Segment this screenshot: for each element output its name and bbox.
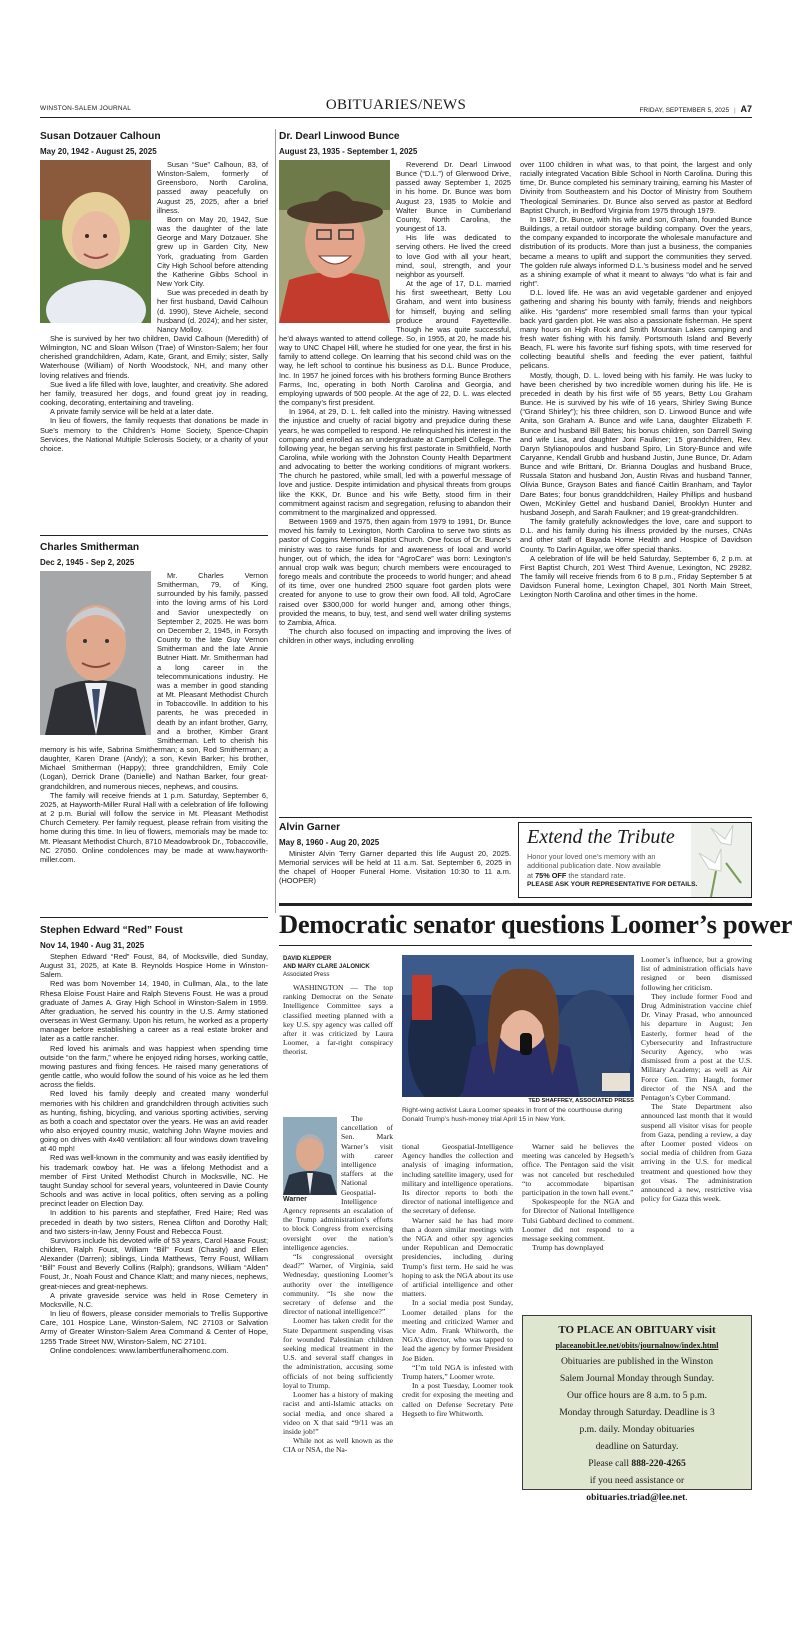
obit-garner-body <box>279 849 511 886</box>
smitherman-para: Mr. Charles Vernon Smitherman, 79, of King, surrounded by his family, passed into the loving arms of his Lord and Savior unexpectedly on September 2, 2025. He was born on December 2, 1945, in Forsyth County to the late Guy Vernon Smitherman and the late Annie Butner Hiatt. Mr. Smitherman had a long career in the telecommunications industry. He was a member in good standing at Mt. Pleasant Methodist Church in Tobaccoville. In addition to his parents, he was preceded in death by an infant brother, Garry, and a brother, Kimber Grant Smitherman. Left to cherish his memory is his wife, Sabrina Smitherman; a son, Rod Smitherman; a daughter, Karen Drane (Andy); a son, Kevin Barker; his brother, Michael Smitherman (Happy); three grandchildren, Emily Cole (Logan), Derrick Drane (Danielle) and Nathan Barker, four great-grandchildren, and numerous nieces, nephews, and cousins. <box>40 571 268 791</box>
bunce-para: In 1987, Dr. Bunce, with his wife and son, Graham, founded Bunce Buildings, a retail outdoor storage building company. Over the years, the company expanded to incorporate the wholesale manufacture and distribution of its products. More than just a business, the companies became a means to uplift and support the communities they served. The golden rule always informed D.L.’s business model and he served as a shining example of what it meant to always “do what is fair and right”. <box>520 214 752 289</box>
obit-separator <box>279 817 752 818</box>
story-para: The State Department also announced last month that it would suspend all visitor visas for people from Gaza, pending a review, a day after Loomer posted videos on social media of children from Gaza arriving in the U.S. for medical treatment and questioned how they got visas. The administration announced a new, restrictive visa policy for Gaza this week. <box>641 1102 752 1204</box>
byline-agency: Associated Press <box>283 972 330 978</box>
story-para: Loomer’s influence, but a growing list of administration officials have resigned or been dismissed following her criticism. <box>641 955 752 992</box>
obit-calhoun-dates: May 20, 1942 - August 25, 2025 <box>40 147 157 156</box>
tribute-line3 <box>527 871 697 880</box>
tribute-line2: additional publication date. Now available <box>527 861 661 871</box>
story-photo <box>402 955 634 1097</box>
story-para: “I’m told NGA is infested with Trump haters,” Loomer wrote. <box>402 1362 513 1382</box>
story-para: In a post Tuesday, Loomer took credit for exposing the meeting and called on Defense Secretary Pete Hegseth to fire Whitworth. <box>402 1381 513 1418</box>
story-para: The cancellation of Sen. Mark Warner’s visit with career intelligence staffers at the National Geospatial-Intelligence Agency represents an escalation of the Trump administration’s efforts to block Congress from exercising oversight over the nation’s intelligence agencies. <box>283 1114 393 1252</box>
calhoun-para: She is survived by her two children, David Calhoun (Meredith) of Wilmington, NC and Sloan Wilson (Trae) of Winston-Salem; her four cherished grandchildren, Adam, Kate, Grant, and Emily; sister, Sally Waterhouse (William) of North Woodstock, NH, and many other loving relatives and friends. <box>40 333 268 380</box>
foust-para: Red was well-known in the community and was easily identified by his trademark cowboy hat. He was a lifelong Methodist and a member of First United Methodist Church in Mocksville, NC. He taught Sunday school for several years, volunteered in Davie County Schools and was active in local politics, often serving as a polling precinct leader on Election Day. <box>40 1153 268 1209</box>
masthead-paper: WINSTON-SALEM JOURNAL <box>40 105 132 112</box>
obit-foust <box>40 925 268 1355</box>
bunce-para: over 1100 children in what was, to that point, the largest and only racially integrated Vacation Bible School in North Carolina. During this time, Dr. Bunce completed his seminary training, earning his Master of Divinity from Southeastern and his Doctor of Ministry from Southern Theological Seminaries. Dr. Bunce also served as pastor at Bedford Baptist Church, in Bedford Virginia from 1975 through 1979. <box>520 160 752 215</box>
story-head-rule <box>279 945 752 946</box>
bunce-para: His life was dedicated to serving others. He lived the creed to love God with all your heart, mind, soul, strength, and your neighbor as yourself. <box>396 233 511 279</box>
column-divider <box>275 129 276 913</box>
foust-para: In addition to his parents and stepfather, Fred Haire; Red was preceded in death by two sisters, Renea Clifton and Dorothy Hall; and two sisters-in-law, Jenny Foust and Rebecca Foust. <box>40 1208 268 1236</box>
photo-credit: TED SHAFFREY, ASSOCIATED PRESS <box>528 1098 634 1104</box>
foust-para: In lieu of flowers, please consider memorials to Trellis Supportive Care, 101 Hospice Lane, Winston-Salem, NC 27103 or Salvation Army of Greater Winston-Salem Area Command & Center of Hope, 1255 Trade Street NW, Winston-Salem, NC 27101. <box>40 1309 268 1346</box>
story-col1-top <box>283 983 393 1057</box>
obit-garner <box>279 822 511 886</box>
foust-para: Stephen Edward “Red” Foust, 84, of Mocksville, died Sunday, August 31, 2025, at Kate B. Reynolds Hospice Home in Winston-Salem. <box>40 952 268 980</box>
obit-smitherman-name: Charles Smitherman <box>40 542 140 553</box>
story-para: WASHINGTON — The top ranking Democrat on the Senate Intelligence Committee says a classified meeting planned with a key U.S. spy agency was called off after it was criticized by Laura Loomer, a far-right conspiracy theorist. <box>283 983 393 1057</box>
story-para: Trump has downplayed <box>532 1243 604 1253</box>
obit-garner-name: Alvin Garner <box>279 822 341 833</box>
obit-bunce-head <box>279 131 519 160</box>
obit-bunce-col1 <box>279 160 511 645</box>
obit-garner-dates: May 8, 1960 - Aug 20, 2025 <box>279 838 380 847</box>
obit-smitherman <box>40 542 268 864</box>
story-para: tional Geospatial-Intelligence Agency handles the collection and analysis of imaging information, including satellite imagery, used for military and intelligence operations. Its director reports to both the director of national intelligence and the secretary of defense. <box>402 1142 513 1216</box>
tribute-line3-post: the standard rate. <box>566 870 626 880</box>
tribute-discount: 75% OFF <box>535 870 567 880</box>
obit-calhoun <box>40 131 268 453</box>
place-obituary-box <box>522 1315 752 1503</box>
obit-calhoun-body <box>40 160 268 453</box>
place-box-call: Please call <box>588 1458 632 1469</box>
bunce-para: The family gratefully acknowledges the love, care and support to D.L. and his family during his illness provided by the nurses, CNAs and other staff of Bayada Home Health and Hospice of Davidson County. To Darlin Aguilar, we offer special thanks. <box>520 517 752 554</box>
place-box-line: Obituaries are published in the Winston <box>560 1356 714 1367</box>
story-col3 <box>522 1142 634 1252</box>
garner-para: Minister Alvin Terry Garner departed this life August 20, 2025. Memorial services will be held at 11 a.m. Sat. September 6, 2025 in the chapel of Hooper Funeral Home. Visitation 10:30 to 11 a.m. (HOOPER) <box>279 849 511 886</box>
story-col2 <box>402 1142 513 1418</box>
story-headline: Democratic senator questions Loomer’s power <box>279 909 792 939</box>
warner-label: Warner <box>283 1196 307 1203</box>
obit-bunce-dates: August 23, 1935 - September 1, 2025 <box>279 147 418 156</box>
story-para: Warner said he has had more than a dozen similar meetings with the NGA and other spy agencies under Republican and Democratic presidencies, including during Trump’s first term. He said he was hoping to ask the NGA about its use of artificial intelligence and other matters. <box>402 1215 513 1299</box>
story-col1-bottom <box>283 1114 393 1455</box>
obit-separator <box>40 535 268 536</box>
place-box-line: Monday through Saturday. Deadline is 3 <box>559 1407 715 1418</box>
obit-foust-name: Stephen Edward “Red” Foust <box>40 925 183 936</box>
place-box-url[interactable]: placeanobit.lee.net/obits/journalnow/index.html <box>555 1341 719 1350</box>
calhoun-para: In lieu of flowers, the family requests that donations be made in Sue’s memory to the Children’s Home Society, Spence-Chapin Services, the National Multiple Sclerosis Society, or a charity of your choice. <box>40 416 268 453</box>
calhoun-para: A private family service will be held at a later date. <box>50 407 214 417</box>
masthead-date-text: FRIDAY, SEPTEMBER 5, 2025 <box>639 107 730 114</box>
tribute-line3-pre: at <box>527 870 536 880</box>
byline-1: DAVID KLEPPER <box>283 956 332 962</box>
calhoun-para: Sue was preceded in death by her first husband, David Calhoun (d. 1990), Steve Aichele, second husband (d. 2024); and her sister, Nancy Molloy. <box>157 288 268 334</box>
tribute-copy <box>527 852 697 889</box>
masthead-date: FRIDAY, SEPTEMBER 5, 2025 | A7 <box>639 104 752 114</box>
masthead-section: OBITUARIES/NEWS <box>325 97 467 113</box>
photo-caption: Right-wing activist Laura Loomer speaks in front of the courthouse during Donald Trump’s hush-money trial April 15 in New York. <box>402 1107 623 1123</box>
bunce-para: The church also focused on impacting and improving the lives of children in other ways, including enrolling <box>279 626 511 646</box>
story-para: “Is congressional oversight dead?” Warner, of Virginia, said Wednesday, questioning Loomer’s authority over the intelligence community. “Is she now the secretary of defense and the director of national intelligence?” <box>283 1252 393 1317</box>
warner-mug-spacer <box>283 1114 341 1200</box>
story-para: While not as well known as the CIA or NSA, the Na- <box>283 1436 393 1455</box>
place-box-line: Our office hours are 8 a.m. to 5 p.m. <box>567 1390 707 1401</box>
story-para: Spokespeople for the NGA and for Director of National Intelligence Tulsi Gabbard declined to comment. Loomer did not respond to a message seeking comment. <box>522 1197 634 1244</box>
place-box-email[interactable]: obituaries.triad@lee.net <box>586 1492 686 1503</box>
place-box-phone-line <box>523 1455 751 1472</box>
story-col4 <box>641 955 752 1203</box>
obit-smitherman-dates: Dec 2, 1945 - Sep 2, 2025 <box>40 558 135 567</box>
story-para: Loomer has a history of making racist and anti-Islamic attacks on social media, and once shared a video on X that said “9/11 was an inside job!” <box>283 1390 393 1436</box>
calhoun-photo <box>40 160 151 323</box>
tribute-line1: Honor your loved one’s memory with an <box>527 852 656 861</box>
bunce-photo <box>279 160 390 323</box>
story-para: In a social media post Sunday, Loomer detailed plans for the meeting and criticized Warner and Vice Adm. Frank Whitworth, the NGA’s director, who was tapped to lead the agency by former President Joe Biden. <box>402 1298 513 1363</box>
place-box-email-line <box>523 1489 751 1506</box>
byline-2: AND MARY CLARE JALONICK <box>283 964 370 970</box>
smitherman-photo <box>40 571 151 735</box>
story-top-rule <box>279 903 752 906</box>
calhoun-para: Sue lived a life filled with love, laughter, and creativity. She adored her family, treasured her dogs, and found great joy in reading, cooking, decorating, entertaining and traveling. <box>40 379 268 408</box>
obit-foust-body <box>40 952 268 1355</box>
bunce-para: At the age of 17, D.L. married his first sweetheart, Betty Lou Graham, and went into business for himself, buying and selling produce around Fayetteville. Though he was quite successful, he’d always wanted to attend college. So, in 1955, at 20, he made his way to UNC Chapel Hill, where he studied for one year, the first in his family to attend college. On learning that his second child was on the way, he left school to continue his business as D.L. Bunce Produce, Inc. In 1957 he joined forces with his brothers forming Bunce Brothers Farms, Inc, operating in both North Carolina and Georgia, and employing upwards of 500 people. At the age of 22, D. L. was elected the company’s first president. <box>279 279 511 408</box>
place-box-period: . <box>685 1492 688 1503</box>
obit-bunce-col2 <box>520 160 752 600</box>
smitherman-para: The family will receive friends at 1 p.m. Saturday, September 6, 2025, at Hayworth-Miller Rural Hall with a celebration of life following at 2 p.m. Burial will follow the service in Mt. Pleasant Methodist Church Cemetery. Per family request, please refrain from visiting the home during this time. In lieu of flowers, memorials may be made to: Mt. Pleasant Methodist Church, 8710 Meadowbrook Dr., Tobaccoville, NC 27050. Online condolences may be made at www.hayworth-miller.com. <box>40 790 268 864</box>
story-byline <box>283 955 393 979</box>
foust-para: Online condolences: www.lambertfuneralhomenc.com. <box>50 1345 229 1355</box>
foust-para: Red was born November 14, 1940, in Cullman, Ala., to the late Rhesa Eloise Foust Haire and Ralph Stevens Foust. He was a proud graduate of James A. Gray High School in Winston-Salem in 1959. After graduation, he served his country in the U.S. Army stationed overseas in West Germany. Upon his return, he worked as a property manager before establishing a career as a real estate broker and later as a cattle rancher. <box>40 979 268 1044</box>
page-number: A7 <box>740 104 752 114</box>
loomer-photo <box>402 955 634 1097</box>
obit-smitherman-body <box>40 571 268 864</box>
foust-para: Red loved his family deeply and created many wonderful memories with his children and grandchildren through activities such as hunting, fishing, bicycling, and various sporting activities, serving as both a coach and spectator over the years. He was an avid reader who also enjoyed country music, watching John Wayne movies and going on drives with 4x40 ventilation: all four windows down traveling at 40 mph! <box>40 1089 268 1154</box>
story-para: Warner said he believes the meeting was canceled by Hegseth’s office. The Pentagon said the visit was not canceled but rescheduled “to accommodate bipartisan participation in the town hall event.” <box>522 1142 634 1198</box>
obit-calhoun-name: Susan Dotzauer Calhoun <box>40 131 161 142</box>
tribute-ad <box>518 822 752 898</box>
place-box-line: p.m. daily. Monday obituaries <box>579 1424 695 1435</box>
bunce-para: In 1964, at 29, D. L. felt called into the ministry. Having witnessed the injustice and cruelty of racial bigotry and prejudice during these years, he was compelled to respond. He relinquished his interest in the company and enrolled as an undergraduate at Campbell College. The following year, he began serving his first pastorate in Smithfield, North Carolina, while working with the Johnston County Health Department and advocating to better the working conditions of migrant workers. The church he pastored, while small, led with a powerful message of love and justice. Despite intimidation and physical threats from groups like the KKK, Dr. Bunce and his wife Betty, stood firm in their commitment against racism and segregation, refusing to abandon their commitment to the marginalized and oppressed. <box>279 407 511 517</box>
bunce-para: A celebration of life will be held Saturday, September 6, 2 p.m. at First Baptist Church, 201 West Third Avenue, Lexington, NC 29282. The family will receive friends from 6 to 8 p.m., Friday September 5 at Davidson Funeral home, Lexington Chapel, 301 North Main Street, Lexington North Carolina and other times in the home. <box>520 553 752 600</box>
place-box-phone[interactable]: 888-220-4265 <box>631 1458 686 1469</box>
place-box-title: TO PLACE AN OBITUARY visit <box>558 1324 716 1336</box>
calhoun-para: Susan “Sue” Calhoun, 83, of Winston-Salem, formerly of Greensboro, North Carolina, passed away peacefully on August 25, 2025, after a brief illness. <box>157 160 268 215</box>
bunce-para: Mostly, though, D. L. loved being with his family. He was lucky to have been cherished by two incredible women during his life. He is preceded in death by his first wife of 55 years, Betty Lou Graham Bunce. He is survived by his wife of 16 years, Shirley Swing Bunce (“Grand Shirley”); his three children, son D. Linwood Bunce and wife Anita, son Graham A. Bunce and wife Lana, daughter Elizabeth F. Bunce and husband Bill Bates; his bonus children, son Darrell Swing and wife Lisa, and daughter Joni Faulkner; 15 grandchildren, Rev. Daryn Stylianopoulos and husband Spiro, Lin Story-Bunce and wife Caryanne, Kendall Grubb and husband Justin, June Bunce, Dr. Adam Bunce and wife Brittani, Dr. Brianna Douglas and husband Bruce, Russala Staton and husband Jon, Austin Rivas and husband Tanner, Olivia Bunce, Grayson Bates and fiancé Caitlin Branham, and Taylor Dare Bates; four bonus granddchildren, Hailey Phillips and husband Owen, McKinley Gettel and husband Daniel, Brooklyn Hunter and husband Joseph, and Sarah Faulkner; and 19 great-grandchildren. <box>520 370 752 517</box>
obit-foust-dates: Nov 14, 1940 - Aug 31, 2025 <box>40 941 145 950</box>
tribute-line4: PLEASE ASK YOUR REPRESENTATIVE FOR DETAILS. <box>527 880 698 888</box>
lily-graphic <box>691 823 751 897</box>
bunce-para: Between 1969 and 1975, then again from 1979 to 1991, Dr. Bunce moved his family to Lexington, North Carolina to serve two stints as pastor of Coggins Memorial Baptist Church. One focus of Dr. Bunce’s ministry was to raise funds for and awareness of local and world hunger, out of which, the idea for “AgroCare” was born: Lexington’s annual crop walk was begun; church members were encouraged to forego meals and contribute the proceeds to world hunger; and ahead of its time, over one hundred 2500 square foot garden plots were created for anyone to use to grow their own food. All told, AgroCare raised over $300,000 for world hunger and, among other things, provided the means, to buy, test, and send well water drilling systems to Zambia, Africa. <box>279 517 511 627</box>
obit-separator <box>40 917 268 918</box>
place-box-line: if you need assistance or <box>589 1475 685 1486</box>
bunce-para: Reverend Dr. Dearl Linwood Bunce (“D.L.”) of Glenwood Drive, passed away September 1, 2025 in his home. Dr. Bunce was born August 23, 1935 to Molcie and Walter Bunce in Cumberland County, North Carolina, the youngest of 13. <box>396 160 511 234</box>
tribute-title: Extend the Tribute <box>527 826 675 848</box>
foust-para: Survivors include his devoted wife of 53 years, Carol Haase Foust; children, Ralph Foust, William “Bill” Foust (Chasity) and Ellen Alexander (Darren); siblings, Linda Matthews, Terry Foust, William “Bill” Foust and Beverly Collins (Ralph); grandsons, William “Alden” Foust, Jr., Noah Foust and Chance Klatt; and many nieces, nephews, great-nieces and great-nephews. <box>40 1235 268 1291</box>
calhoun-para: Born on May 20, 1942, Sue was the daughter of the late George and Mary Dotzauer. She grew up in Garden City, New York, graduating from Garden City High School before attending the Katherine Gibbs School in New York City. <box>157 214 268 289</box>
story-para: Loomer has taken credit for the State Department suspending visas for wounded Palestinian children seeking medical treatment in the U.S. and several staff changes in the administration, accusing some officials of not being sufficiently loyal to Trump. <box>283 1316 393 1390</box>
foust-para: Red loved his animals and was happiest when spending time outside “on the farm,” where he enjoyed riding horses, working cattle, mowing pastures and fixing fences. He raised many generations of gentle cattle, who would follow the sound of his voice as he led them across the fields. <box>40 1043 268 1090</box>
obit-bunce-name: Dr. Dearl Linwood Bunce <box>279 131 400 142</box>
place-box-line: deadline on Saturday. <box>595 1441 679 1452</box>
story-para: They include former Food and Drug Administration vaccine chief Dr. Vinay Prasad, who announced his departure in August; Jen Easterly, former head of the Cybersecurity and Infrastructure Security Agency, who was dismissed from a post at the U.S. Military Academy; as well as Air Force Gen. Tim Haugh, former director of the NSA and the Pentagon’s Cyber Command. <box>641 991 752 1103</box>
masthead-rule <box>40 117 752 118</box>
foust-para: A private graveside service was held in Rose Cemetery in Mocksville, N.C. <box>40 1290 268 1309</box>
bunce-para: D.L. loved life. He was an avid vegetable gardener and enjoyed gathering and sharing his bounty with family, friends and neighbors alike. His “gardens” more resembled small farms than your typical back yard garden plot. He was also a passionate fisherman. He spent many hours on High Rock and Smith Mountain Lakes camping and fresh water fishing with his family. Portsmouth Island and Beverly Beach, FL were his favorite surf fishing spots, with time reserved for collecting beautiful shells and feeding the ever patient, faithful pelicans. <box>520 288 752 371</box>
place-box-line: Salem Journal Monday through Sunday. <box>559 1373 715 1384</box>
